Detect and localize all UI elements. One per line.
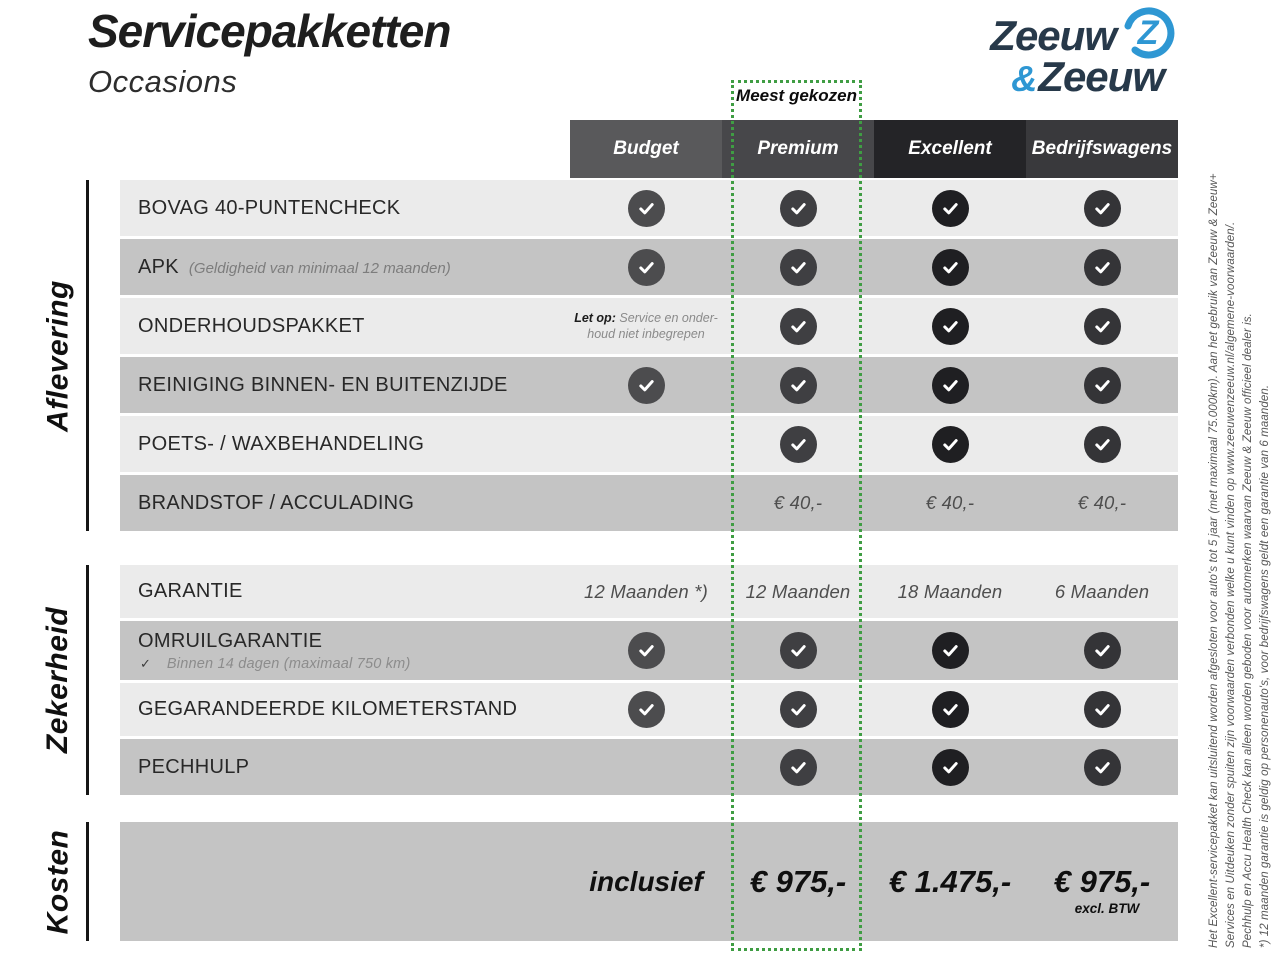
- row-label-block: [138, 298, 365, 354]
- cell-value: € 40,-: [773, 492, 823, 513]
- row-label: [138, 630, 410, 653]
- cell-premium: [722, 416, 874, 472]
- check-icon-bedrijfswagens: [1084, 367, 1121, 404]
- cell-value: 18 Maanden: [897, 580, 1003, 602]
- cell-budget: [570, 683, 722, 736]
- cell-budget: [570, 475, 722, 531]
- cell-excellent: [874, 180, 1026, 236]
- check-icon-premium: [780, 749, 817, 786]
- cell-excellent: [874, 683, 1026, 736]
- row-label: [138, 492, 414, 515]
- small-check-icon: ✓: [140, 655, 151, 671]
- row-label: [138, 580, 243, 603]
- check-icon-excellent: [932, 308, 969, 345]
- check-icon-excellent: [932, 426, 969, 463]
- table-row-gegarandeerde-kilometerstand: [120, 683, 1178, 736]
- row-label-text: PECHHULP: [138, 755, 250, 778]
- footnote-line: Pechhulp en Accu Health Check kan alleen worden geboden voor automerken waarvan Zeeuw & Zeeuw officieel dealer is.: [1242, 313, 1254, 948]
- row-label-text: OMRUILGARANTIE: [138, 629, 323, 652]
- page-subtitle: Occasions: [88, 64, 238, 99]
- cell-premium: [722, 621, 874, 680]
- cell-premium: [722, 239, 874, 295]
- check-icon-excellent: [932, 691, 969, 728]
- most-chosen-badge: Meest gekozen: [736, 86, 857, 105]
- check-icon-budget: [628, 367, 665, 404]
- check-icon-bedrijfswagens: [1084, 749, 1121, 786]
- note-text-1: Service en onder-: [619, 310, 718, 325]
- kosten-row: [120, 822, 1178, 941]
- cell-bedrijfswagens: [1026, 565, 1178, 618]
- note-prefix: Let op:: [574, 310, 616, 325]
- table-row-onderhoudspakket: [120, 298, 1178, 354]
- kosten-price-bedrijfswagens: € 975,-: [1053, 863, 1151, 899]
- kosten-cell-excellent: [874, 822, 1026, 941]
- footnote-line: *) 12 maanden garantie is geldig op personenauto's, voor bedrijfswagens geldt een garantie van 6 maanden.: [1259, 384, 1271, 948]
- cell-excellent: [874, 298, 1026, 354]
- check-icon-premium: [780, 632, 817, 669]
- check-icon-bedrijfswagens: [1084, 190, 1121, 227]
- cell-bedrijfswagens: [1026, 683, 1178, 736]
- cell-premium: [722, 180, 874, 236]
- cell-premium: [722, 565, 874, 618]
- check-icon-excellent: [932, 632, 969, 669]
- row-label-block: [138, 739, 249, 795]
- check-icon-budget: [628, 190, 665, 227]
- row-label-block: [138, 357, 508, 413]
- kosten-cell-budget: [570, 822, 722, 941]
- cell-excellent: [874, 357, 1026, 413]
- cell-excellent: [874, 621, 1026, 680]
- cell-bedrijfswagens: [1026, 416, 1178, 472]
- row-label: [138, 197, 400, 220]
- check-icon-bedrijfswagens: [1084, 308, 1121, 345]
- section-label-zekerheid: Zekerheid: [41, 606, 74, 754]
- cell-value: € 40,-: [925, 492, 975, 513]
- row-label-block: [138, 683, 517, 736]
- row-label-text: POETS- / WAXBEHANDELING: [138, 432, 425, 455]
- row-label: [138, 374, 508, 397]
- row-label-text: BOVAG 40-PUNTENCHECK: [138, 196, 401, 219]
- check-icon-premium: [780, 691, 817, 728]
- check-icon-bedrijfswagens: [1084, 632, 1121, 669]
- row-sub-note: Binnen 14 dagen (maximaal 750 km): [166, 655, 411, 672]
- check-icon-excellent: [932, 249, 969, 286]
- cell-premium: [722, 298, 874, 354]
- cell-premium: [722, 739, 874, 795]
- check-icon-excellent: [932, 190, 969, 227]
- cell-value: 6 Maanden: [1054, 580, 1150, 602]
- cell-bedrijfswagens: [1026, 239, 1178, 295]
- table-row-apk: [120, 239, 1178, 295]
- column-header-budget: Budget: [570, 120, 722, 178]
- cell-value: 12 Maanden *): [584, 580, 708, 602]
- row-label-block: [138, 475, 414, 531]
- cell-budget: [570, 621, 722, 680]
- cell-bedrijfswagens: [1026, 298, 1178, 354]
- table-row-poets-waxbehandeling: [120, 416, 1178, 472]
- footnote-line: Services en Uitdeuken zonder spuiten zijn voorwaarden verbonden welke u kunt vinden op www.zeeuwenzeeuw.nl/algemene-voorwaarden/.: [1225, 221, 1237, 948]
- note-text-2: houd niet inbegrepen: [587, 327, 705, 341]
- table-row-garantie: [120, 565, 1178, 618]
- table-row-reiniging-binnen-en-buitenzijde: [120, 357, 1178, 413]
- row-sub-line: [138, 656, 410, 672]
- check-icon-premium: [780, 190, 817, 227]
- check-icon-bedrijfswagens: [1084, 249, 1121, 286]
- table-row-pechhulp: [120, 739, 1178, 795]
- kosten-cell-premium: [722, 822, 874, 941]
- row-label-block: [138, 416, 424, 472]
- row-label-text: BRANDSTOF / ACCULADING: [138, 491, 415, 514]
- check-icon-budget: [628, 632, 665, 669]
- column-header-premium: Premium: [722, 120, 874, 178]
- check-icon-excellent: [932, 367, 969, 404]
- logo-word-zeeuw-2: Zeeuw: [1038, 53, 1164, 100]
- cell-budget: [570, 180, 722, 236]
- price-wrap: [1053, 863, 1151, 916]
- cell-premium: [722, 683, 874, 736]
- check-icon-budget: [628, 691, 665, 728]
- footnotes: [1206, 116, 1274, 948]
- cell-value: € 40,-: [1077, 492, 1127, 513]
- check-icon-premium: [780, 426, 817, 463]
- section-line-zekerheid: [86, 565, 89, 795]
- check-icon-bedrijfswagens: [1084, 691, 1121, 728]
- cell-excellent: [874, 416, 1026, 472]
- check-icon-budget: [628, 249, 665, 286]
- row-label-text: REINIGING BINNEN- EN BUITENZIJDE: [138, 373, 508, 396]
- cell-bedrijfswagens: [1026, 180, 1178, 236]
- svg-text:Z: Z: [1137, 14, 1159, 52]
- cell-excellent: [874, 739, 1026, 795]
- cell-budget: [570, 739, 722, 795]
- budget-note: [574, 310, 718, 343]
- table-row-brandstof-acculading: [120, 475, 1178, 531]
- cell-excellent: [874, 239, 1026, 295]
- cell-budget: [570, 357, 722, 413]
- cell-budget: [570, 239, 722, 295]
- cell-budget: [570, 298, 722, 354]
- cell-value: 12 Maanden: [745, 580, 851, 602]
- kosten-inclusief: inclusief: [589, 865, 703, 897]
- cell-premium: [722, 357, 874, 413]
- table-row-omruilgarantie: [120, 621, 1178, 680]
- cell-budget: [570, 565, 722, 618]
- row-label-note: (Geldigheid van minimaal 12 maanden): [188, 259, 451, 277]
- price-wrap: [750, 864, 847, 900]
- price-wrap: [889, 864, 1011, 900]
- check-icon-bedrijfswagens: [1084, 426, 1121, 463]
- row-label: [138, 315, 365, 338]
- row-label-block: [138, 180, 400, 236]
- row-label-block: [138, 621, 410, 680]
- check-icon-premium: [780, 367, 817, 404]
- cell-excellent: [874, 475, 1026, 531]
- row-label-text: GEGARANDEERDE KILOMETERSTAND: [138, 698, 518, 720]
- kosten-price-premium: € 975,-: [749, 863, 847, 899]
- row-label-text: ONDERHOUDSPAKKET: [138, 314, 365, 337]
- cell-premium: [722, 475, 874, 531]
- row-label-block: [138, 565, 243, 618]
- cell-excellent: [874, 565, 1026, 618]
- row-label: [138, 698, 517, 721]
- kosten-cell-bedrijfswagens: [1026, 822, 1178, 941]
- row-label: [138, 756, 249, 779]
- page-title: Servicepakketten: [88, 5, 451, 57]
- column-header-bedrijfswagens: Bedrijfswagens: [1026, 120, 1178, 178]
- section-line-aflevering: [86, 180, 89, 531]
- section-label-aflevering: Aflevering: [41, 279, 74, 432]
- section-label-kosten: Kosten: [41, 829, 74, 934]
- row-label-block: [138, 239, 451, 295]
- cell-bedrijfswagens: [1026, 357, 1178, 413]
- logo-ampersand: &: [1011, 58, 1038, 99]
- cell-bedrijfswagens: [1026, 739, 1178, 795]
- kosten-price-excellent: € 1.475,-: [888, 863, 1012, 899]
- check-icon-excellent: [932, 749, 969, 786]
- table-row-bovag-40-puntencheck: [120, 180, 1178, 236]
- section-line-kosten: [86, 822, 89, 941]
- row-label-text: GARANTIE: [138, 580, 243, 602]
- row-label-text: APK: [138, 255, 179, 278]
- kosten-price-note: excl. BTW: [1074, 900, 1140, 916]
- logo-word-zeeuw: Zeeuw: [990, 11, 1116, 59]
- check-icon-premium: [780, 308, 817, 345]
- row-label: [138, 433, 424, 456]
- cell-bedrijfswagens: [1026, 621, 1178, 680]
- cell-budget: [570, 416, 722, 472]
- row-label: [138, 256, 451, 279]
- column-header-excellent: Excellent: [874, 120, 1026, 178]
- footnote-line: Het Excellent-servicepakket kan uitsluitend worden afgesloten voor auto's tot 5 jaar (met maximaal 75.000km). Aan het gebruik van Zeeuw & Zeeuw+: [1208, 173, 1220, 948]
- check-icon-premium: [780, 249, 817, 286]
- cell-bedrijfswagens: [1026, 475, 1178, 531]
